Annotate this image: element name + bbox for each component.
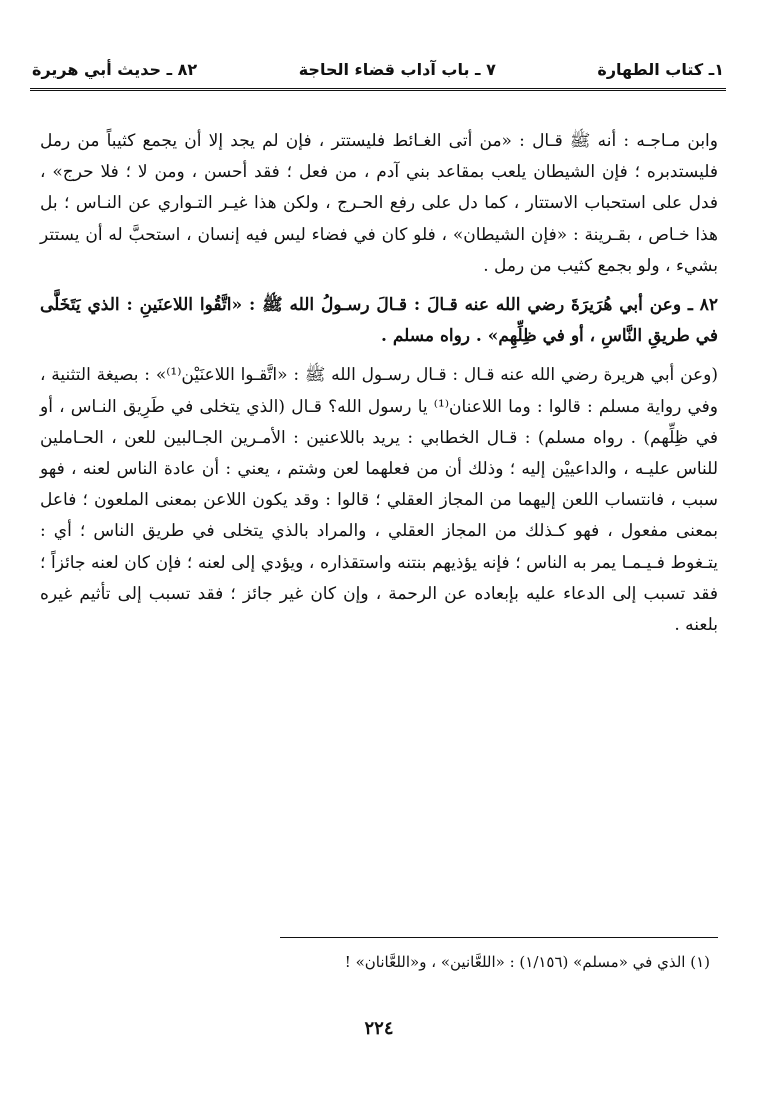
header-hadith-title: ٨٢ ـ حديث أبي هريرة: [32, 59, 198, 79]
header-divider: [30, 88, 726, 91]
main-text: [40, 126, 718, 641]
header-book-title: ١ـ كتاب الطهارة: [597, 59, 724, 79]
paragraph-hadith-82: ٨٢ ـ وعن أبي هُرَيرَةَ رضي الله عنه قـالَ : قـالَ رسـولُ الله ﷺ : «اتَّقُوا اللاعنَينِ : الذي يَتَخَلَّى في طريقِ النَّاسِ ، أو في ظِلِّهِم» . رواه مسلم .: [40, 295, 718, 347]
header-chapter-title: ٧ ـ باب آداب قضاء الحاجة: [298, 59, 496, 79]
paragraph-intro: وابن مـاجـه : أنه ﷺ قـال : «من أتى الغـائط فليستتر ، فإن لم يجد إلا أن يجمع كثيباً من رمل فليستدبره ؛ فإن الشيطان يلعب بمقاعد بني آدم ، من فعل ؛ فقد أحسن ، ومن لا ؛ فلا حرج» ، فدل على استحباب الاستتار ، كما دل على رفع الحـرج ، ولكن هذا غيـر التـواري عن النـاس ؛ بل هذا خـاص ، بقـرينة : «فإن الشيطان» ، فلو كان في فضاء ليس فيه إنسان ، استحبَّ له أن يستتر بشيء ، ولو بجمع كثيب من رمل .: [40, 131, 718, 276]
paragraph-commentary: (وعن أبي هريرة رضي الله عنه قـال : قـال رسـول الله ﷺ : «اتَّقـوا اللاعنَيْن⁽¹⁾» : بصيغة التثنية ، وفي رواية مسلم : قالوا : وما اللاعنان⁽¹⁾ يا رسول الله؟ قـال (الذي يتخلى في طَرِيق النـاس ، أو في ظِلِّهم) . رواه مسلم) : قـال الخطابي : يريد باللاعنين : الأمـرين الجـالبين للعن ، الحـاملين للناس عليـه ، والداعييْن إليه ؛ وذلك أن من فعلهما لعن وشتم ، يعني : أن عادة الناس لعنه ، فهو سبب ، فانتساب اللعن إليهما من المجاز العقلي ؛ قالوا : وقد يكون اللاعن بمعنى الملعون ؛ فاعل بمعنى مفعول ، فهو كـذلك من المجاز العقلي ، والمراد بالذي يتخلى في طريق الناس ؛ أي : يتـغوط فـيـمـا يمر به الناس ؛ فإنه يؤذيهم بنتنه واستقذاره ، ويؤدي إلى لعنه ؛ فإن كان لعنه جائزاً ؛ فقد تسبب إلى الدعاء عليه بإبعاده عن الرحمة ، وإن كان غير جائز ؛ فقد تسبب إلى تأثيم غيره بلعنه .: [40, 365, 718, 636]
running-header: [32, 52, 724, 86]
footnote-divider: [280, 937, 718, 938]
page-number: ٢٢٤: [364, 1018, 394, 1039]
footnote: (١) الذي في «مسلم» (١/١٥٦) : «اللعَّانين» ، و«اللعَّانان» !: [344, 953, 710, 971]
